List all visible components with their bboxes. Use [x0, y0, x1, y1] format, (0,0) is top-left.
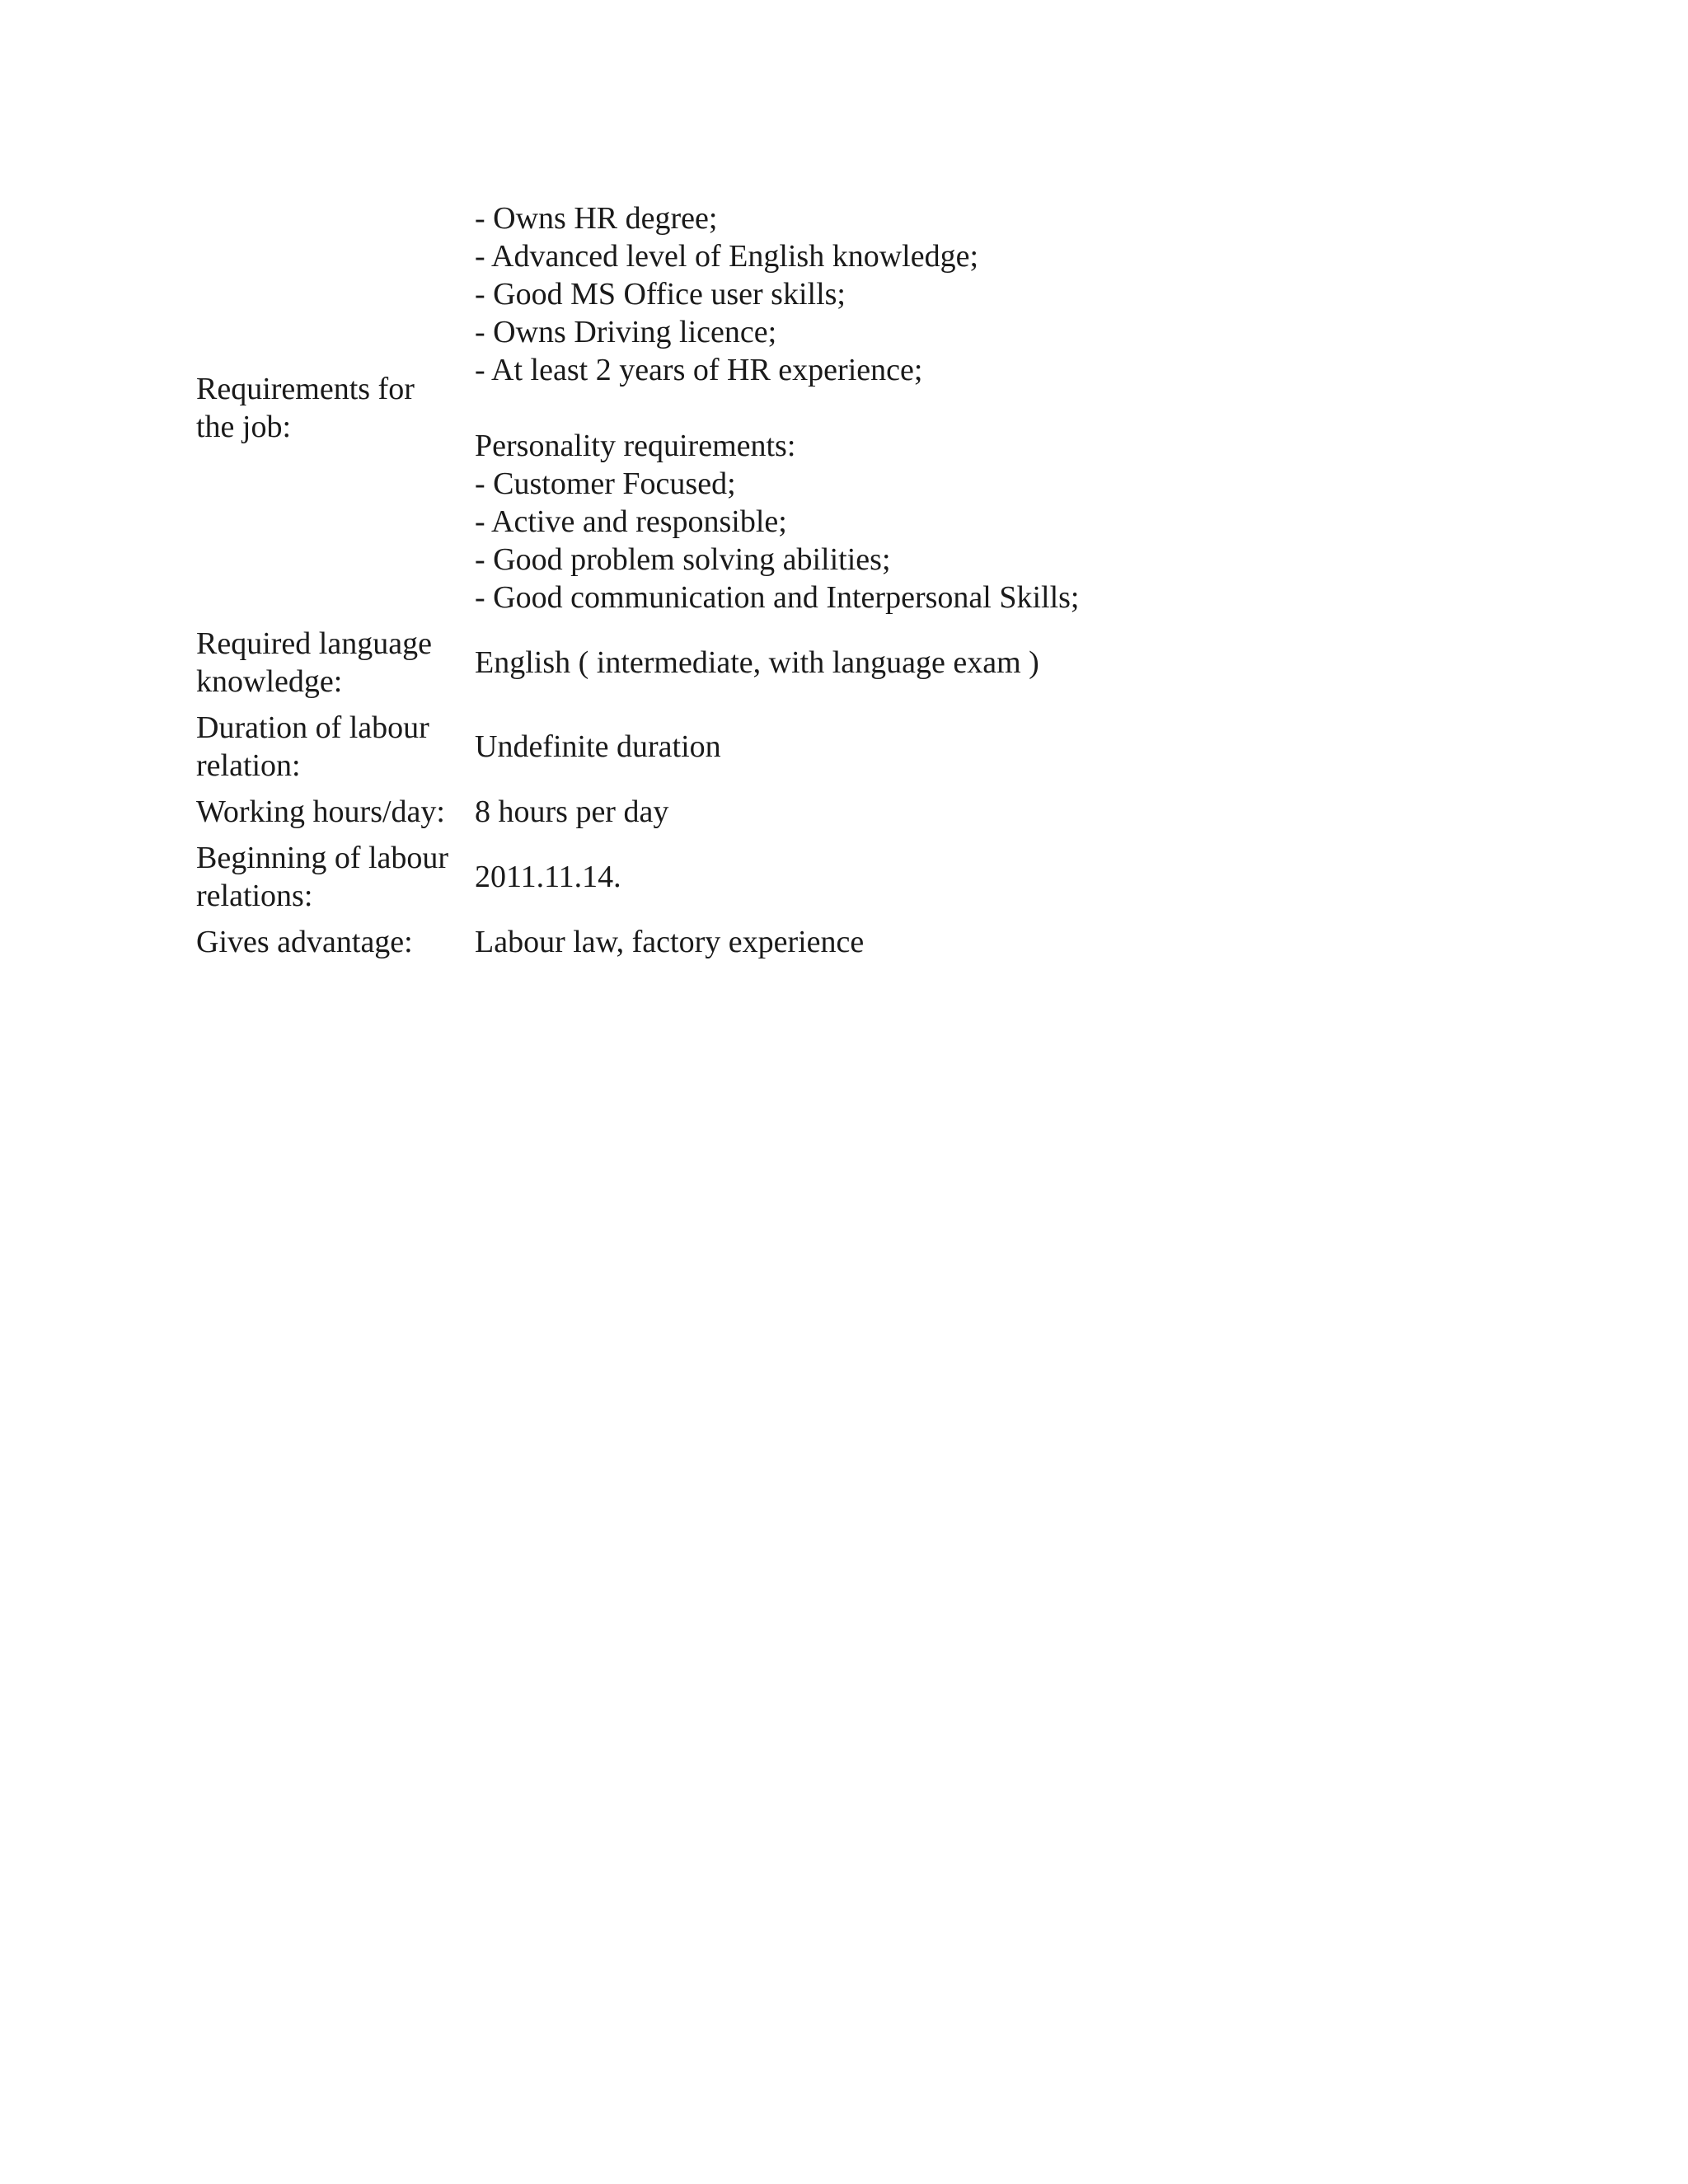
working-hours-label: Working hours/day:: [196, 794, 445, 829]
language-value: English ( intermediate, with language exam ): [475, 645, 1039, 680]
skill-item: - Good MS Office user skills;: [475, 277, 846, 312]
beginning-label: [196, 839, 475, 915]
duration-value: Undefinite duration: [475, 729, 721, 764]
language-label-line-2: knowledge:: [196, 664, 343, 699]
job-details-table: [196, 199, 1079, 969]
beginning-label-line-2: relations:: [196, 879, 313, 913]
language-label: [196, 616, 475, 709]
personality-item: - Good problem solving abilities;: [475, 542, 891, 577]
working-hours-value: 8 hours per day: [475, 794, 669, 829]
personality-item: - Customer Focused;: [475, 466, 736, 501]
beginning-value: 2011.11.14.: [475, 860, 621, 894]
requirements-value: [475, 199, 1079, 616]
requirements-label: [196, 199, 475, 616]
requirements-label-line-1: Requirements for: [196, 372, 415, 406]
requirements-label-line-2: the job:: [196, 410, 292, 444]
advantage-value: Labour law, factory experience: [475, 925, 865, 959]
duration-label: [196, 709, 475, 785]
language-label-line-1: Required language: [196, 626, 432, 661]
duration-row: [196, 709, 1079, 785]
skill-item: - Advanced level of English knowledge;: [475, 239, 979, 274]
skill-item: - Owns HR degree;: [475, 201, 718, 236]
requirements-row: [196, 199, 1079, 616]
language-row: [196, 616, 1079, 709]
beginning-label-line-1: Beginning of labour: [196, 841, 449, 875]
working-hours-row: [196, 785, 1079, 839]
duration-label-line-2: relation:: [196, 748, 301, 783]
personality-item: - Active and responsible;: [475, 504, 787, 539]
advantage-label: Gives advantage:: [196, 925, 413, 959]
skill-item: - Owns Driving licence;: [475, 315, 777, 349]
skill-item: - At least 2 years of HR experience;: [475, 353, 923, 387]
beginning-row: [196, 839, 1079, 915]
personality-heading: Personality requirements:: [475, 429, 796, 463]
personality-item: - Good communication and Interpersonal Skills;: [475, 580, 1080, 615]
duration-label-line-1: Duration of labour: [196, 710, 429, 745]
advantage-row: [196, 915, 1079, 969]
blank-line: [475, 389, 1079, 427]
